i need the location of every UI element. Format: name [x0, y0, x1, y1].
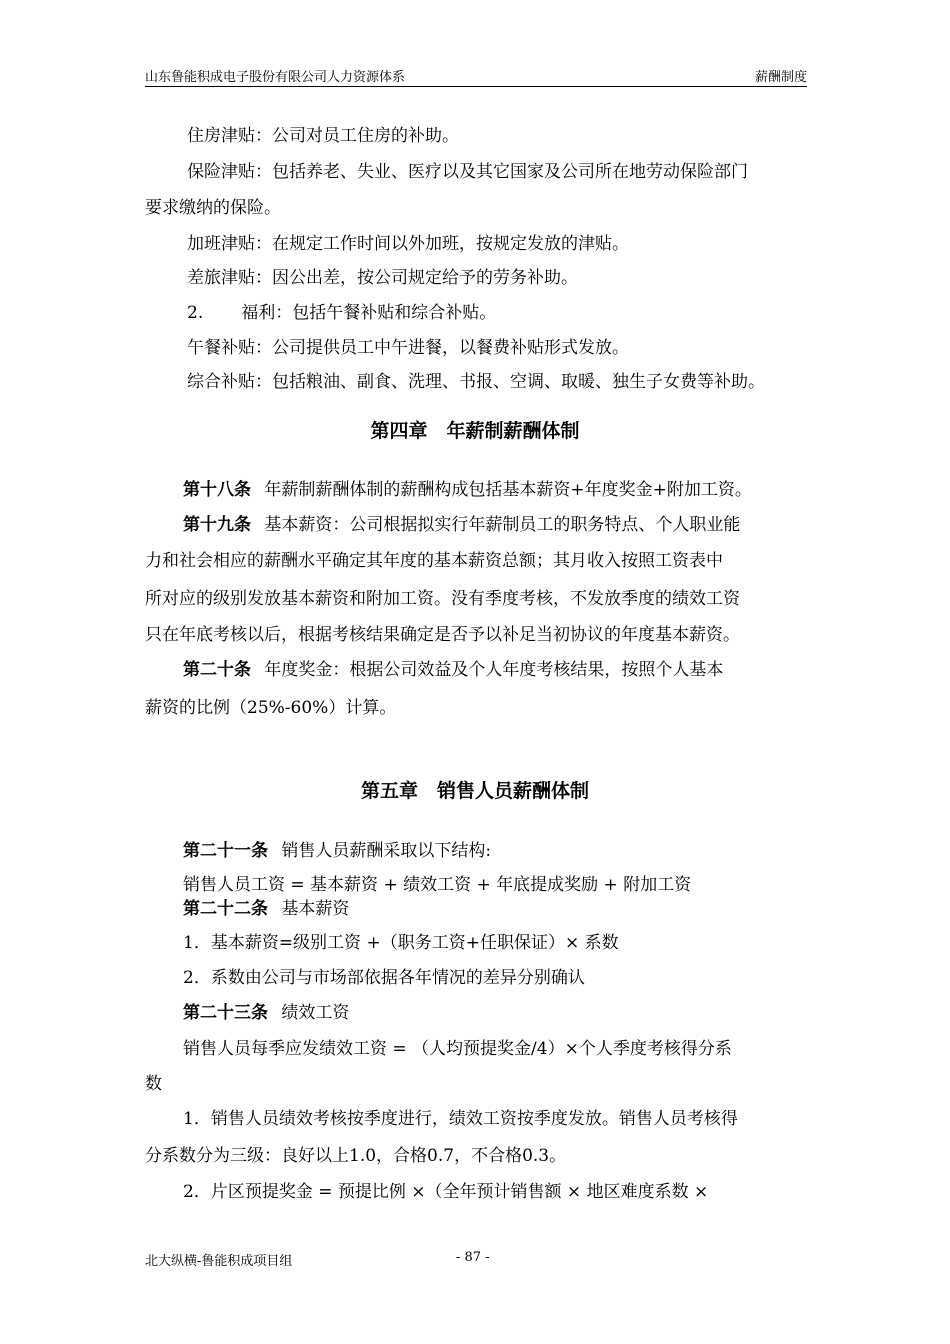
chapter-4-title: 第四章 年薪制薪酬体制 [370, 420, 580, 442]
performance-pay-formula-cont: 数 [145, 1074, 162, 1094]
paragraph-housing-allowance: 住房津贴：公司对员工住房的补助。 [187, 126, 459, 146]
article-20 [183, 659, 723, 681]
article-23-item-1: 1．销售人员绩效考核按季度进行，绩效工资按季度发放。销售人员考核得 [183, 1109, 738, 1129]
paragraph-insurance-allowance-cont: 要求缴纳的保险。 [145, 198, 281, 218]
paragraph-lunch-subsidy: 午餐补贴：公司提供员工中午进餐，以餐费补贴形式发放。 [187, 338, 629, 358]
performance-pay-formula: 销售人员每季应发绩效工资 = （人均预提奖金/4）×个人季度考核得分系 [183, 1039, 732, 1059]
benefits-text: 福利：包括午餐补贴和综合补贴。 [241, 303, 497, 323]
article-21-label: 第二十一条 [183, 841, 268, 861]
article-23-item-1-cont: 分系数分为三级：良好以上1.0，合格0.7，不合格0.3。 [145, 1146, 567, 1166]
article-23-label: 第二十三条 [183, 1003, 268, 1023]
article-23-item-2: 2．片区预提奖金 = 预提比例 ×（全年预计销售额 × 地区难度系数 × [183, 1182, 709, 1202]
article-22-item-2: 2．系数由公司与市场部依据各年情况的差异分别确认 [183, 968, 585, 988]
salary-formula: 销售人员工资 = 基本薪资 + 绩效工资 + 年底提成奖励 + 附加工资 [183, 875, 692, 895]
article-19-line-4: 只在年底考核以后，根据考核结果确定是否予以补足当初协议的年度基本薪资。 [145, 625, 740, 645]
article-18-label: 第十八条 [183, 480, 251, 500]
article-18 [183, 479, 752, 501]
chapter-5-title: 第五章 销售人员薪酬体制 [360, 780, 589, 802]
footer-project: 北大纵横-鲁能积成项目组 [145, 1254, 293, 1269]
article-22-label: 第二十二条 [183, 899, 268, 919]
article-20-line-2: 薪资的比例（25%-60%）计算。 [145, 698, 397, 718]
paragraph-insurance-allowance: 保险津贴：包括养老、失业、医疗以及其它国家及公司所在地劳动保险部门 [187, 162, 748, 182]
paragraph-overtime-allowance: 加班津贴：在规定工作时间以外加班，按规定发放的津贴。 [187, 234, 629, 254]
article-21 [183, 840, 491, 862]
paragraph-general-subsidy: 综合补贴：包括粮油、副食、洗理、书报、空调、取暖、独生子女费等补助。 [187, 372, 765, 392]
article-18-text: 年薪制薪酬体制的薪酬构成包括基本薪资+年度奖金+附加工资。 [264, 480, 752, 500]
article-21-text: 销售人员薪酬采取以下结构: [281, 841, 492, 861]
article-23 [183, 1002, 349, 1024]
article-20-label: 第二十条 [183, 660, 251, 680]
article-20-text: 年度奖金：根据公司效益及个人年度考核结果，按照个人基本 [264, 660, 724, 680]
article-22-item-1: 1．基本薪资=级别工资 +（职务工资+任职保证）× 系数 [183, 933, 619, 953]
header-company: 山东鲁能积成电子股份有限公司人力资源体系 [145, 70, 406, 85]
article-23-text: 绩效工资 [281, 1003, 350, 1023]
page-header [145, 64, 807, 87]
article-19-line-3: 所对应的级别发放基本薪资和附加工资。没有季度考核，不发放季度的绩效工资 [145, 589, 740, 609]
article-19 [183, 514, 740, 536]
article-19-line-2: 力和社会相应的薪酬水平确定其年度的基本薪资总额；其月收入按照工资表中 [145, 551, 723, 571]
paragraph-travel-allowance: 差旅津贴：因公出差，按公司规定给予的劳务补助。 [187, 268, 578, 288]
article-22 [183, 898, 349, 920]
page-number: - 87 - [456, 1250, 490, 1265]
article-22-text: 基本薪资 [281, 899, 350, 919]
list-number: 2. [187, 303, 204, 323]
article-19-label: 第十九条 [183, 515, 251, 535]
paragraph-benefits [187, 302, 496, 324]
article-19-text: 基本薪资：公司根据拟实行年薪制员工的职务特点、个人职业能 [264, 515, 741, 535]
header-section: 薪酬制度 [754, 70, 807, 85]
